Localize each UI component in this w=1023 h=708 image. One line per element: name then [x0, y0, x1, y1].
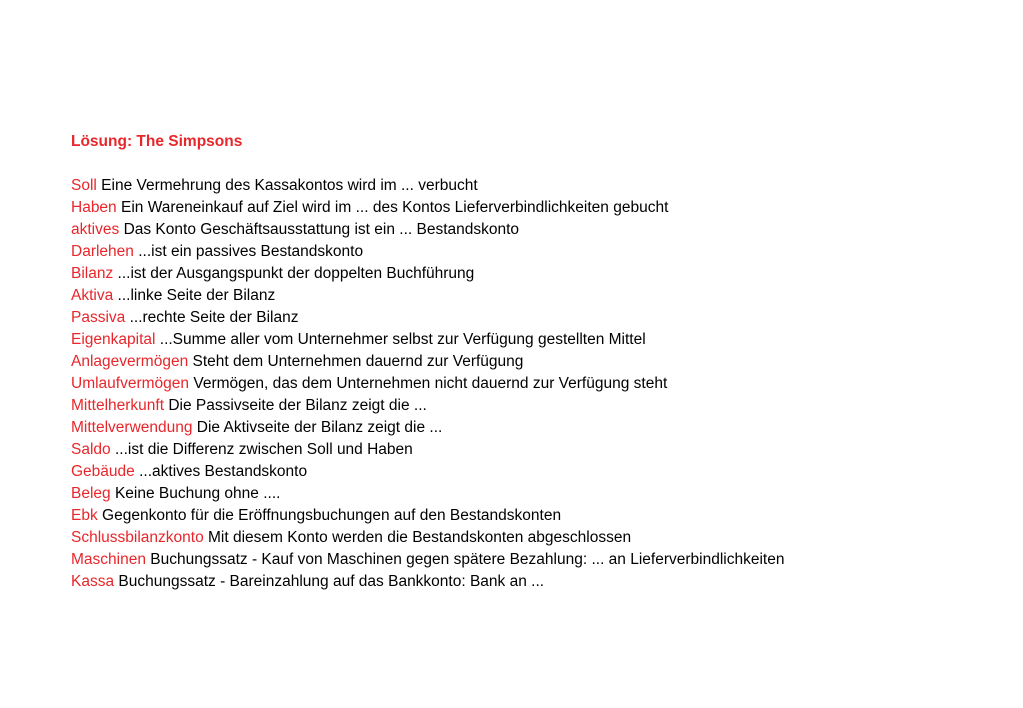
solution-document — [71, 131, 1001, 593]
answer-term: Umlaufvermögen — [71, 375, 190, 392]
answer-line — [71, 461, 1001, 483]
answer-term: Beleg — [71, 485, 111, 502]
answer-term: Mittelverwendung — [71, 419, 193, 436]
answer-line — [71, 483, 1001, 505]
answer-definition: ...ist ein passives Bestandskonto — [138, 243, 364, 260]
answer-line — [71, 175, 1001, 197]
answer-term: Mittelherkunft — [71, 397, 165, 414]
answer-line — [71, 241, 1001, 263]
answer-definition: Ein Wareneinkauf auf Ziel wird im ... des Kontos Lieferverbindlichkeiten gebucht — [121, 199, 669, 216]
answer-definition: Die Passivseite der Bilanz zeigt die ... — [168, 397, 427, 414]
answer-line — [71, 527, 1001, 549]
answer-line — [71, 395, 1001, 417]
answer-term: aktives — [71, 221, 120, 238]
answer-definition: ...linke Seite der Bilanz — [117, 287, 276, 304]
answer-line — [71, 571, 1001, 593]
answer-term: Kassa — [71, 573, 115, 590]
answer-term: Eigenkapital — [71, 331, 156, 348]
answer-term: Bilanz — [71, 265, 114, 282]
answer-definition: ...ist der Ausgangspunkt der doppelten Buchführung — [117, 265, 475, 282]
answer-term: Soll — [71, 177, 97, 194]
answer-definition: Die Aktivseite der Bilanz zeigt die ... — [196, 419, 443, 436]
answer-line — [71, 307, 1001, 329]
answer-line — [71, 197, 1001, 219]
answer-definition: Buchungssatz - Kauf von Maschinen gegen spätere Bezahlung: ... an Lieferverbindlichkeiten — [150, 551, 785, 568]
answer-term: Aktiva — [71, 287, 114, 304]
answer-term: Ebk — [71, 507, 98, 524]
answer-term: Saldo — [71, 441, 111, 458]
answer-line — [71, 351, 1001, 373]
answer-definition: Gegenkonto für die Eröffnungsbuchungen auf den Bestandskonten — [102, 507, 562, 524]
answer-term: Anlagevermögen — [71, 353, 189, 370]
answer-line — [71, 219, 1001, 241]
answer-term: Passiva — [71, 309, 126, 326]
answer-line — [71, 263, 1001, 285]
page-title: Lösung: The Simpsons — [71, 133, 243, 150]
answer-term: Haben — [71, 199, 117, 216]
answer-term: Darlehen — [71, 243, 134, 260]
answer-line — [71, 439, 1001, 461]
answer-term: Gebäude — [71, 463, 135, 480]
answer-line — [71, 505, 1001, 527]
answer-line — [71, 329, 1001, 351]
answer-definition: Das Konto Geschäftsausstattung ist ein ... Bestandskonto — [123, 221, 520, 238]
answer-definition: Mit diesem Konto werden die Bestandskonten abgeschlossen — [208, 529, 632, 546]
answer-definition: Steht dem Unternehmen dauernd zur Verfügung — [192, 353, 524, 370]
answer-list — [71, 175, 1001, 593]
answer-definition: ...Summe aller vom Unternehmer selbst zur Verfügung gestellten Mittel — [159, 331, 646, 348]
answer-line — [71, 417, 1001, 439]
answer-definition: ...rechte Seite der Bilanz — [129, 309, 299, 326]
answer-definition: ...aktives Bestandskonto — [139, 463, 308, 480]
answer-term: Maschinen — [71, 551, 146, 568]
answer-definition: Buchungssatz - Bareinzahlung auf das Bankkonto: Bank an ... — [118, 573, 545, 590]
answer-line — [71, 285, 1001, 307]
answer-definition: ...ist die Differenz zwischen Soll und Haben — [114, 441, 413, 458]
answer-definition: Vermögen, das dem Unternehmen nicht dauernd zur Verfügung steht — [193, 375, 668, 392]
answer-definition: Eine Vermehrung des Kassakontos wird im ... verbucht — [101, 177, 478, 194]
answer-line — [71, 373, 1001, 395]
answer-definition: Keine Buchung ohne .... — [114, 485, 281, 502]
answer-line — [71, 549, 1001, 571]
answer-term: Schlussbilanzkonto — [71, 529, 204, 546]
